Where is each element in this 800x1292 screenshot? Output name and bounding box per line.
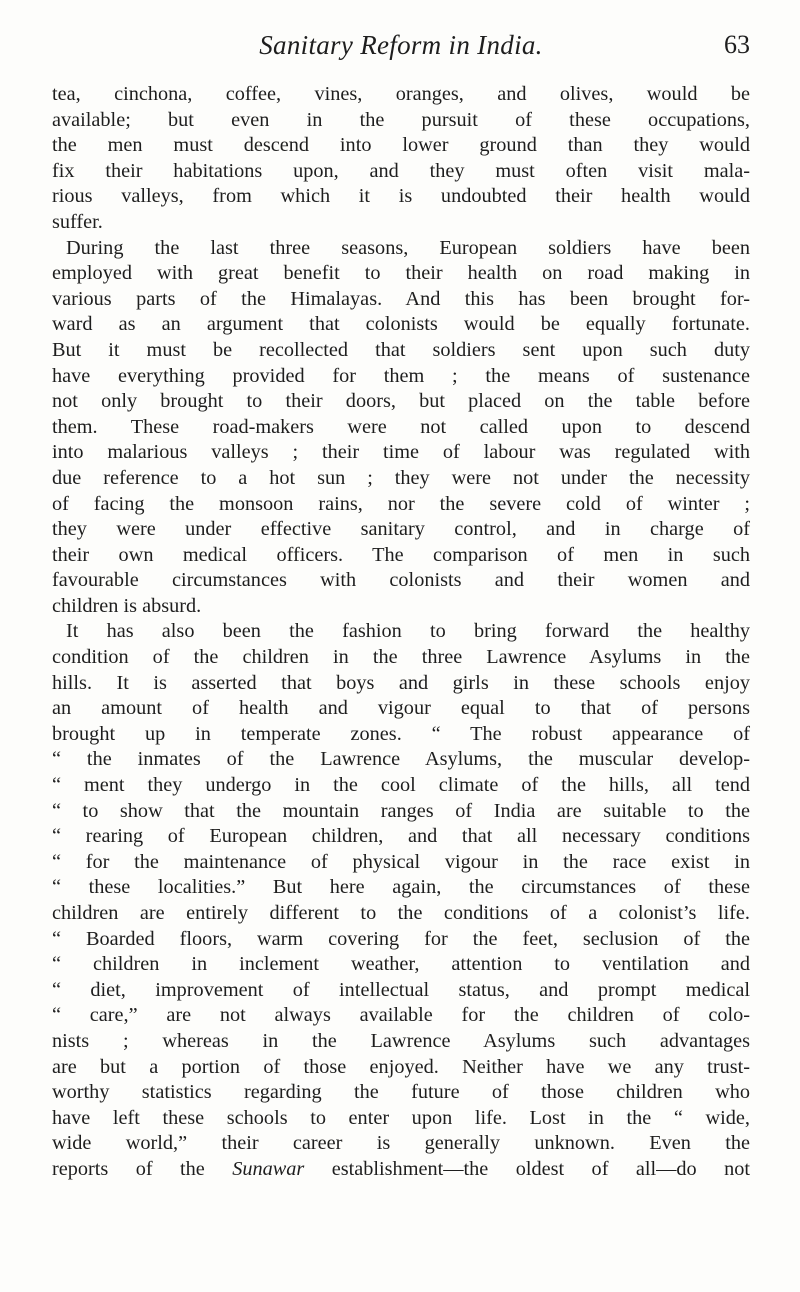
text-line: “ Boarded floors, warm covering for the feet, seclusion of the (52, 927, 750, 950)
text-line: not only brought to their doors, but placed on the table before (52, 390, 750, 413)
text-line: It has also been the fashion to bring forward the healthy (66, 620, 750, 643)
text-line: the men must descend into lower ground than they would (52, 134, 750, 157)
text-line: hills. It is asserted that boys and girls in these schools enjoy (52, 671, 750, 694)
text-line: their own medical officers. The comparison of men in such (52, 543, 750, 566)
text-line: employed with great benefit to their health on road making in (52, 262, 750, 285)
book-page (52, 30, 750, 1183)
text-line: worthy statistics regarding the future of those children who (52, 1081, 750, 1104)
text-line: due reference to a hot sun ; they were not under the necessity (52, 466, 750, 489)
text-line: ward as an argument that colonists would be equally fortunate. (52, 313, 750, 336)
text-line: suffer. (52, 210, 103, 233)
text-line: have left these schools to enter upon life. Lost in the “ wide, (52, 1106, 750, 1129)
text-line: children is absurd. (52, 594, 202, 617)
paragraph (52, 82, 750, 236)
text-line: have everything provided for them ; the means of sustenance (52, 364, 750, 387)
text-line: “ ment they undergo in the cool climate of the hills, all tend (52, 774, 750, 797)
body-text (52, 82, 750, 1183)
italic-place-name: Sunawar (232, 1157, 305, 1180)
text-fragment: reports of the (52, 1157, 233, 1180)
text-line: brought up in temperate zones. “ The robust appearance of (52, 722, 750, 745)
text-line: wide world,” their career is generally unknown. Even the (52, 1132, 750, 1155)
text-line: favourable circumstances with colonists and their women and (52, 569, 750, 592)
text-line: “ rearing of European children, and that all necessary conditions (52, 825, 750, 848)
text-line: During the last three seasons, European soldiers have been (66, 236, 750, 259)
text-line: into malarious valleys ; their time of labour was regulated with (52, 441, 750, 464)
text-line: of facing the monsoon rains, nor the severe cold of winter ; (52, 492, 750, 515)
running-head (52, 30, 750, 70)
text-line: “ for the maintenance of physical vigour in the race exist in (52, 850, 750, 873)
text-line: condition of the children in the three Lawrence Asylums in the (52, 646, 750, 669)
text-line: But it must be recollected that soldiers sent upon such duty (52, 338, 750, 361)
text-line: them. These road-makers were not called upon to descend (52, 415, 750, 438)
text-line: nists ; whereas in the Lawrence Asylums such advantages (52, 1029, 750, 1052)
text-line: rious valleys, from which it is undoubted their health would (52, 185, 750, 208)
text-line: “ care,” are not always available for the children of colo- (52, 1004, 750, 1027)
text-line: “ the inmates of the Lawrence Asylums, the muscular develop- (52, 748, 750, 771)
text-line (52, 1157, 750, 1183)
text-line: “ to show that the mountain ranges of India are suitable to the (52, 799, 750, 822)
text-line: available; but even in the pursuit of these occupations, (52, 108, 750, 131)
text-line: fix their habitations upon, and they must often visit mala- (52, 159, 750, 182)
running-title: Sanitary Reform in India. (259, 30, 543, 60)
text-line: various parts of the Himalayas. And this has been brought for- (52, 287, 750, 310)
page-number: 63 (724, 30, 750, 59)
text-line: an amount of health and vigour equal to that of persons (52, 697, 750, 720)
text-line: children are entirely different to the conditions of a colonist’s life. (52, 902, 750, 924)
text-line: “ children in inclement weather, attention to ventilation and (52, 953, 750, 976)
text-line: “ diet, improvement of intellectual status, and prompt medical (52, 978, 750, 1001)
text-fragment: establishment—the oldest of all—do not (304, 1157, 751, 1180)
text-line: are but a portion of those enjoyed. Neither have we any trust- (52, 1055, 750, 1078)
text-line: tea, cinchona, coffee, vines, oranges, and olives, would be (52, 83, 750, 105)
paragraph (52, 236, 750, 620)
paragraph (52, 619, 750, 1182)
text-line: “ these localities.” But here again, the circumstances of these (52, 876, 750, 899)
text-line: they were under effective sanitary control, and in charge of (52, 518, 750, 541)
